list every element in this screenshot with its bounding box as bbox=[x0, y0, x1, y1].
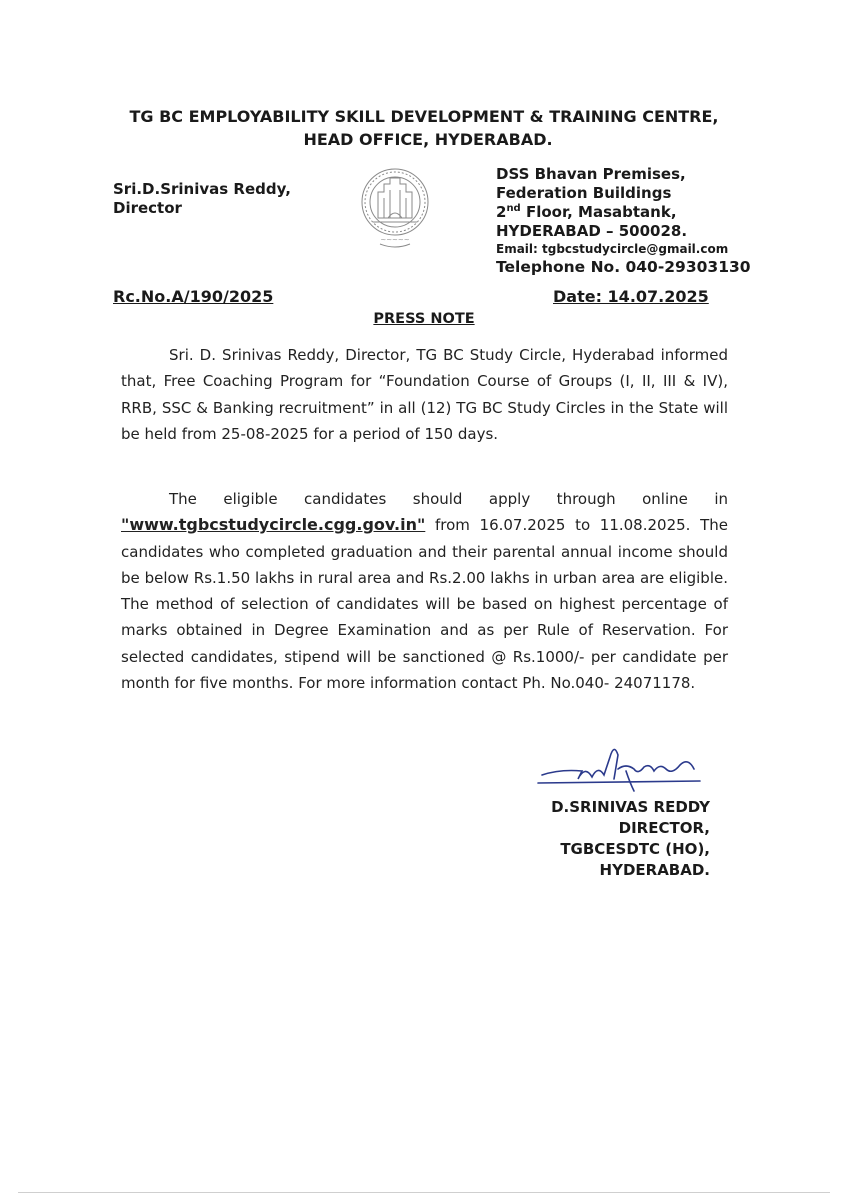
paragraph-2-rest: from 16.07.2025 to 11.08.2025. The candidates who completed graduation and their parental annual income should be below Rs.1.50 lakhs in rural area and Rs.2.00 lakhs in urban area are eligible. The method of selection of candidates will be based on highest percentage of marks obtained in Degree Examination and as per Rule of Reservation. For selected candidates, stipend will be sanctioned @ Rs.1000/- per candidate per month for five months. For more information contact Ph. No.040- 24071178. bbox=[121, 516, 728, 693]
address-line2: Federation Buildings bbox=[496, 184, 672, 202]
address-line4: HYDERABAD – 500028. bbox=[496, 222, 688, 240]
floor-number: 2 bbox=[496, 203, 507, 221]
signatory-designation: DIRECTOR, bbox=[618, 819, 710, 837]
government-seal-icon bbox=[338, 160, 452, 260]
paragraph-2-lead: The eligible candidates should apply through online in bbox=[169, 490, 728, 508]
scan-edge-divider bbox=[18, 1192, 830, 1193]
paragraph-2 bbox=[121, 486, 728, 696]
sender-block bbox=[113, 180, 291, 218]
handwritten-signature bbox=[530, 735, 730, 795]
header-title-line1: TG BC EMPLOYABILITY SKILL DEVELOPMENT & TRAINING CENTRE, bbox=[129, 107, 719, 126]
svg-text:~~~~~: ~~~~~ bbox=[380, 236, 410, 244]
signatory-city: HYDERABAD. bbox=[599, 861, 710, 879]
press-note-heading: PRESS NOTE bbox=[373, 311, 475, 327]
header-title-line2: HEAD OFFICE, HYDERABAD. bbox=[303, 130, 553, 149]
document-date: Date: 14.07.2025 bbox=[553, 287, 709, 306]
address-line1: DSS Bhavan Premises, bbox=[496, 165, 686, 183]
floor-suffix: nd bbox=[506, 203, 521, 214]
address-block bbox=[496, 165, 751, 277]
paragraph-1-text: Sri. D. Srinivas Reddy, Director, TG BC Study Circle, Hyderabad informed that, Free Coaching Program for “Foundation Course of Groups (I, II, III & IV), RRB, SSC & Banking recruitment” in all (12) TG BC Study Circles in the State will be held from 25-08-2025 for a period of 150 days. bbox=[121, 346, 728, 443]
sender-designation: Director bbox=[113, 199, 182, 217]
telephone-text: Telephone No. 040-29303130 bbox=[496, 258, 751, 276]
floor-rest: Floor, Masabtank, bbox=[520, 203, 677, 221]
signatory-office: TGBCESDTC (HO), bbox=[560, 840, 710, 858]
email-text: Email: tgbcstudycircle@gmail.com bbox=[496, 242, 729, 256]
signatory-block bbox=[540, 797, 710, 881]
signatory-name: D.SRINIVAS REDDY bbox=[551, 798, 710, 816]
rc-number: Rc.No.A/190/2025 bbox=[113, 287, 274, 306]
website-link[interactable]: "www.tgbcstudycircle.cgg.gov.in" bbox=[121, 515, 426, 535]
paragraph-1 bbox=[121, 342, 728, 447]
address-floor bbox=[496, 203, 751, 222]
sender-name: Sri.D.Srinivas Reddy, bbox=[113, 180, 291, 198]
